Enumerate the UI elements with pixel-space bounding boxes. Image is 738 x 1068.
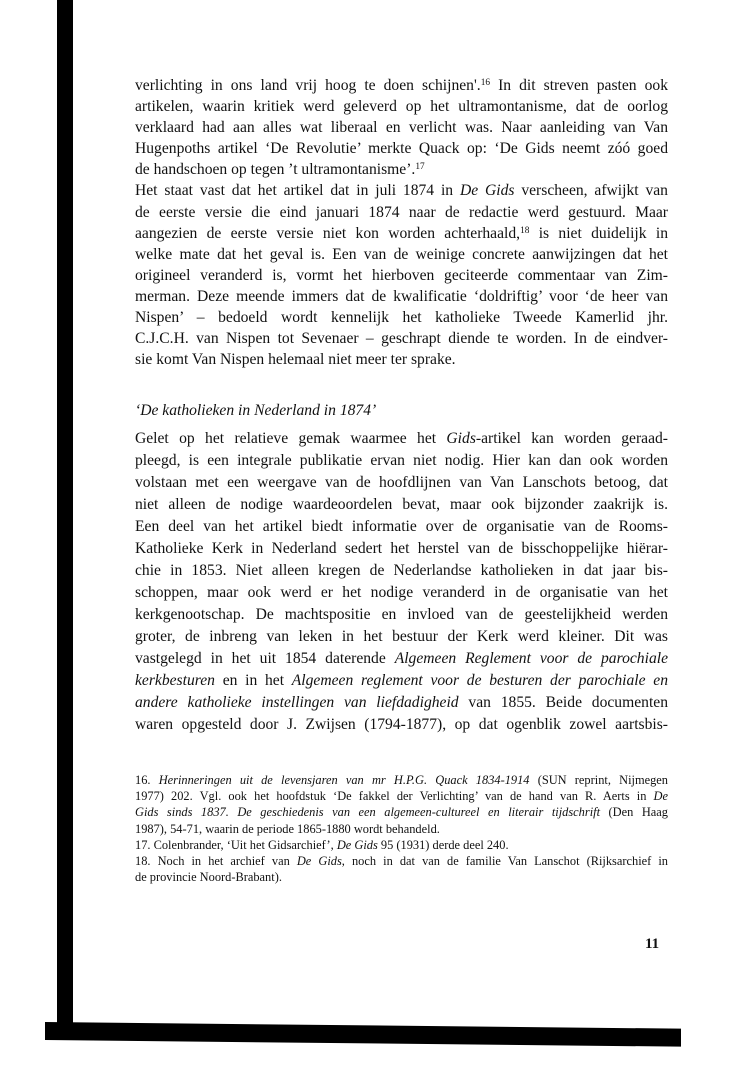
footnote-line bbox=[135, 853, 668, 869]
text-line bbox=[135, 648, 668, 670]
text-line bbox=[135, 692, 668, 714]
text-line bbox=[135, 328, 668, 349]
text-run: Het staat vast dat het artikel dat in juli 1874 in bbox=[135, 182, 460, 200]
text-line bbox=[135, 202, 668, 223]
text-run: 1987), 54-71, waarin de periode 1865-1880 wordt behandeld. bbox=[135, 821, 440, 836]
text-run: van 1855. Beide documenten bbox=[458, 694, 669, 711]
footnote-ref: 18 bbox=[520, 225, 530, 236]
text-line bbox=[135, 223, 668, 244]
italic-text: kerkbesturen bbox=[135, 672, 215, 689]
text-line bbox=[135, 75, 668, 96]
text-run: sie komt Van Nispen helemaal niet meer ter sprake. bbox=[135, 351, 456, 369]
body-paragraphs-1 bbox=[135, 75, 668, 370]
italic-text: De bbox=[653, 789, 668, 804]
text-run: origineel veranderd is, vormt het hierboven geciteerde commentaar van Zim- bbox=[135, 266, 668, 284]
text-run: welke mate dat het geval is. Een van de weinige concrete aanwijzingen dat het bbox=[135, 245, 668, 263]
text-line bbox=[135, 349, 668, 370]
italic-text: De Gids bbox=[296, 853, 342, 868]
italic-text: De Gids bbox=[336, 837, 378, 852]
scan-edge-left bbox=[57, 0, 73, 1040]
italic-text: Herinneringen uit de levensjaren van mr H.P.G. Quack 1834-1914 bbox=[158, 773, 530, 787]
text-run: verklaard had aan alles wat liberaal en verlicht was. Naar aanleiding van Van bbox=[135, 119, 668, 137]
text-run: de provincie Noord-Brabant). bbox=[135, 870, 282, 885]
text-run: Gelet op het relatieve gemak waarmee het bbox=[135, 430, 447, 447]
text-run: de handschoen op tegen ’t ultramontanisme’. bbox=[135, 161, 416, 179]
text-run: schoppen, maar ook werd er het nodige veranderd in de organisatie van het bbox=[135, 584, 668, 601]
text-line bbox=[135, 560, 668, 582]
footnote-line bbox=[135, 804, 668, 820]
text-line bbox=[135, 307, 668, 328]
footnote-line bbox=[135, 788, 668, 804]
text-line bbox=[135, 450, 668, 472]
text-line bbox=[135, 244, 668, 265]
footnote-ref: 17 bbox=[415, 162, 425, 173]
text-run: (SUN reprint, Nijmegen bbox=[529, 773, 668, 787]
footnote-line bbox=[135, 837, 668, 853]
text-run: 16. bbox=[135, 773, 159, 787]
text-run: chie in 1853. Niet alleen kregen de Nederlandse katholieken in dat jaar bis- bbox=[135, 562, 668, 579]
text-run: 1977) 202. Vgl. ook het hoofdstuk ‘De fakkel der Verlichting’ van de hand van R. Aerts in bbox=[135, 789, 654, 804]
body-paragraphs-2 bbox=[135, 428, 668, 736]
text-line bbox=[135, 582, 668, 604]
text-run: volstaan met een weergave van de hoofdlijnen van Van Lanschots betoog, dat bbox=[135, 474, 668, 491]
text-run: (Den Haag bbox=[600, 805, 668, 820]
text-line bbox=[135, 159, 668, 180]
text-line bbox=[135, 428, 668, 450]
text-run: Nispen’ – bedoeld wordt kennelijk het katholieke Tweede Kamerlid jhr. bbox=[135, 309, 668, 327]
text-run: 17. Colenbrander, ‘Uit het Gidsarchief’, bbox=[135, 837, 337, 852]
text-line bbox=[135, 516, 668, 538]
text-run: Hugenpoths artikel ‘De Revolutie’ merkte Quack op: ‘De Gids neemt zóó goed bbox=[135, 140, 668, 158]
text-run: In dit streven pasten ook bbox=[490, 77, 669, 94]
text-line bbox=[135, 180, 668, 201]
footnote-line bbox=[135, 821, 668, 837]
text-line bbox=[135, 472, 668, 494]
text-run: Een deel van het artikel biedt informatie over de organisatie van de Rooms- bbox=[135, 518, 668, 535]
text-line bbox=[135, 117, 668, 138]
text-line bbox=[135, 286, 668, 307]
text-run: C.J.C.H. van Nispen tot Sevenaer – geschrapt diende te worden. In de eindver- bbox=[135, 330, 668, 348]
scan-edge-bottom bbox=[45, 1022, 681, 1047]
italic-text: Gids bbox=[446, 430, 476, 447]
text-run: Katholieke Kerk in Nederland sedert het herstel van de bisschoppelijke hiërar- bbox=[135, 540, 668, 557]
text-line bbox=[135, 670, 668, 692]
text-run: kerkgenootschap. De machtspositie en invloed van de geestelijkheid werden bbox=[135, 606, 668, 623]
text-line bbox=[135, 604, 668, 626]
footnotes bbox=[135, 772, 668, 885]
text-run: verlichting in ons land vrij hoog te doen schijnen'. bbox=[135, 77, 481, 94]
footnote-line bbox=[135, 772, 668, 788]
text-run: is niet duidelijk in bbox=[529, 224, 668, 242]
text-line bbox=[135, 265, 668, 286]
page-number: 11 bbox=[645, 936, 660, 952]
text-run: , noch in dat van de familie Van Lanschot (Rijksarchief in bbox=[341, 853, 668, 868]
italic-text: De Gids bbox=[459, 182, 515, 200]
text-run: de eerste versie die eind januari 1874 naar de redactie werd gestuurd. Maar bbox=[135, 203, 668, 221]
text-run: artikelen, waarin kritiek werd geleverd op het ultramontanisme, dat de oorlog bbox=[135, 98, 668, 116]
text-run: 18. Noch in het archief van bbox=[135, 853, 297, 868]
italic-text: Algemeen Reglement voor de parochiale bbox=[394, 650, 668, 667]
italic-text: andere katholieke instellingen van liefdadigheid bbox=[135, 694, 459, 711]
text-line bbox=[135, 138, 668, 159]
text-line bbox=[135, 538, 668, 560]
text-run: 95 (1931) derde deel 240. bbox=[377, 837, 509, 852]
text-run: en in het bbox=[214, 672, 292, 689]
italic-text: Algemeen reglement voor de besturen der parochiale en bbox=[291, 672, 668, 689]
text-line bbox=[135, 626, 668, 648]
text-line bbox=[135, 96, 668, 117]
text-run: -artikel kan worden geraad- bbox=[475, 430, 668, 447]
text-run: waren opgesteld door J. Zwijsen (1794-1877), op dat ogenblik zowel aartsbis- bbox=[135, 716, 668, 733]
text-run: verscheen, afwijkt van bbox=[514, 182, 668, 200]
text-run: aangezien de eerste versie niet kon worden achterhaald, bbox=[135, 224, 521, 242]
text-run: vastgelegd in het uit 1854 daterende bbox=[135, 650, 395, 667]
text-line bbox=[135, 714, 668, 736]
text-run: pleegd, is een integrale publikatie ervan niet nodig. Hier kan dan ook worden bbox=[135, 452, 668, 469]
italic-text: Gids sinds 1837. De geschiedenis van een algemeen-cultureel en literair tijdschrift bbox=[135, 805, 601, 820]
text-run: merman. Deze meende immers dat de kwalificatie ‘doldriftig’ voor ‘de heer van bbox=[135, 287, 668, 305]
text-run: niet alleen de nodige waardeoordelen bevat, maar ook bijzonder zaakrijk is. bbox=[135, 496, 668, 513]
section-heading: ‘De katholieken in Nederland in 1874’ bbox=[135, 402, 377, 419]
footnote-ref: 16 bbox=[480, 77, 491, 88]
text-run: groter, de inbreng van leken in het bestuur der Kerk werd kleiner. Dit was bbox=[135, 628, 668, 645]
text-line bbox=[135, 494, 668, 516]
footnote-line bbox=[135, 869, 668, 885]
